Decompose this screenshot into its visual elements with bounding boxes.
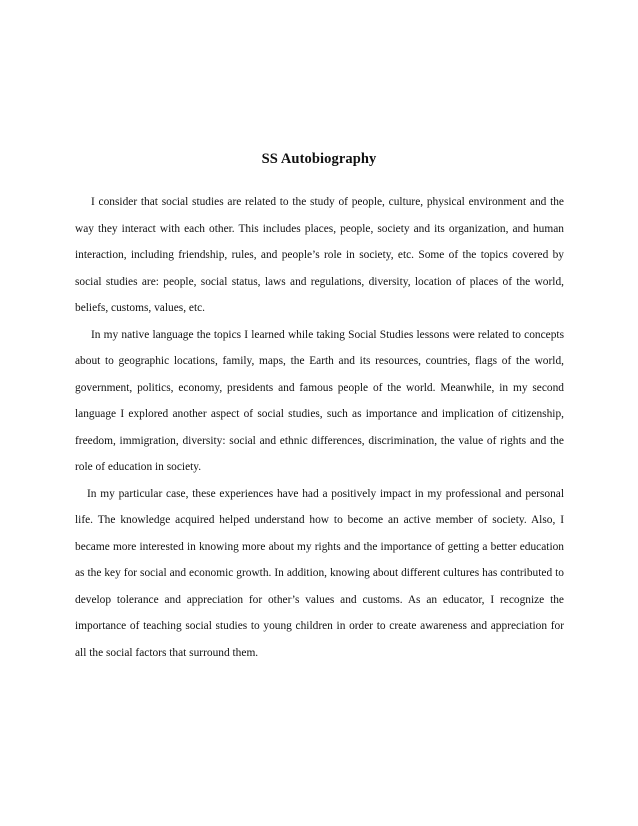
paragraph-2: In my native language the topics I learned while taking Social Studies lessons were related to concepts about to geographic locations, family, maps, the Earth and its resources, countries, flags of the world, government, politics, economy, presidents and famous people of the world. Meanwhile, in my second language I explored another aspect of social studies, such as importance and implication of citizenship, freedom, immigration, diversity: social and ethnic differences, discrimination, the value of rights and the role of education in society.: [75, 328, 564, 473]
document-body: [75, 189, 564, 666]
paragraph-1: I consider that social studies are related to the study of people, culture, physical environment and the way they interact with each other. This includes places, people, society and its organization, and human interaction, including friendship, rules, and people’s role in society, etc. Some of the topics covered by social studies are: people, social status, laws and regulations, diversity, location of places of the world, beliefs, customs, values, etc.: [75, 196, 564, 314]
paragraph-3: In my particular case, these experiences have had a positively impact in my professional and personal life. The knowledge acquired helped understand how to become an active member of society. Also, I became more interested in knowing more about my rights and the importance of getting a better education as the key for social and economic growth. In addition, knowing about different cultures has contributed to develop tolerance and appreciation for other’s values and customs. As an educator, I recognize the importance of teaching social studies to young children in order to create awareness and appreciation for all the social factors that surround them.: [75, 487, 564, 659]
document-title: SS Autobiography: [261, 151, 377, 167]
